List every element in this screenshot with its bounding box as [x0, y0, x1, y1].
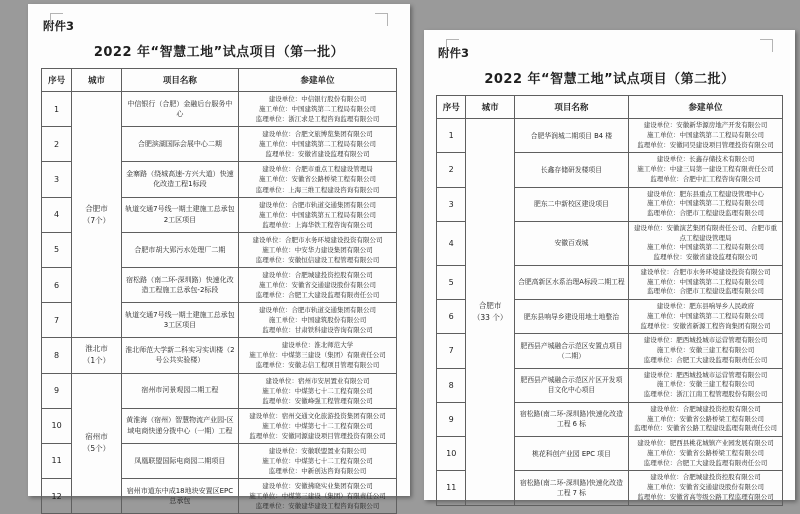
participating-unit-line: 建设单位：宿州市安居置业有限公司 — [265, 376, 370, 385]
participating-unit-line: 监理单位：安徽同源建设项目管理投资有限公司 — [249, 431, 386, 440]
column-header-units: 参建单位 — [239, 69, 397, 92]
project-name-cell: 合肥高新区水系治理A标段二期工程 — [514, 265, 628, 299]
row-number-cell: 8 — [437, 368, 466, 402]
participating-units-cell — [629, 368, 783, 402]
row-number-cell: 5 — [437, 265, 466, 299]
participating-unit-line: 施工单位：中煤第七十二工程有限公司 — [262, 456, 373, 465]
column-header-no: 序号 — [42, 69, 72, 92]
document-page-batch2 — [424, 30, 795, 500]
participating-unit-line: 建设单位：肥东县重点工程建设管理中心 — [647, 189, 764, 198]
participating-unit-line: 建设单位：安徽联盟置业有限公司 — [268, 446, 367, 455]
project-name-cell: 宿松路(南二环-深圳路)快速化改造工程 6 标 — [514, 402, 628, 436]
participating-unit-line: 施工单位：安徽省公路桥梁工程有限公司 — [259, 175, 376, 184]
participating-unit-line: 监理单位：安徽省高等级公路工程监理有限公司 — [637, 492, 774, 501]
column-header-city: 城市 — [466, 96, 514, 119]
participating-unit-line: 建设单位：肥东县响导乡人民政府 — [656, 302, 755, 310]
row-number-cell: 12 — [42, 479, 72, 514]
participating-unit-line: 施工单位：安徽三建工程有限公司 — [656, 346, 755, 354]
participating-unit-line: 监理单位：安徽省新源工程咨询集团有限公司 — [640, 321, 771, 330]
project-name-cell: 淮北师范大学新二科实习实训楼（2号公共实验楼） — [121, 338, 238, 373]
participating-units-cell — [239, 373, 397, 408]
participating-unit-line: 监理单位：甘肃铁科建设咨询有限公司 — [262, 326, 373, 335]
city-project-count: （5个） — [82, 444, 111, 454]
row-number-cell: 6 — [42, 267, 72, 302]
participating-unit-line: 施工单位：安徽省公路桥梁工程有限公司 — [647, 448, 764, 457]
participating-unit-line: 施工单位：中国建筑第二工程局有限公司 — [259, 105, 376, 114]
participating-unit-line: 建设单位：合肥市轨道交通集团有限公司 — [259, 200, 376, 209]
participating-units-cell — [629, 300, 783, 334]
column-header-city: 城市 — [72, 69, 122, 92]
participating-units-cell — [629, 153, 783, 187]
table-header — [42, 69, 397, 92]
participating-units-cell — [629, 334, 783, 368]
project-name-cell: 黄淮海（宿州）智慧物流产业园-区域电商快递分拨中心（一期）工程 — [121, 408, 238, 443]
city-cell — [466, 119, 514, 506]
participating-unit-line: 建设单位：中信银行股份有限公司 — [268, 95, 367, 103]
participating-units-cell — [239, 267, 397, 302]
participating-unit-line: 施工单位：中国建筑第二工程局有限公司 — [647, 199, 764, 208]
participating-unit-line: 监理单位：合肥工大建设监理有限责任公司 — [643, 355, 768, 364]
row-number-cell: 10 — [437, 437, 466, 471]
table-row — [42, 338, 397, 373]
column-header-project: 项目名称 — [514, 96, 628, 119]
page-title: 2022 年“智慧工地”试点项目（第一批） — [93, 45, 345, 60]
participating-unit-line: 监理单位：浙江求是工程咨询监理有限公司 — [255, 115, 380, 124]
participating-units-cell — [629, 187, 783, 221]
project-name-cell: 合肥华润城二期项目 B4 楼 — [514, 119, 628, 153]
table-row — [437, 119, 783, 153]
project-name-cell: 宿州市河景观园二期工程 — [121, 373, 238, 408]
participating-units-cell — [629, 265, 783, 299]
participating-unit-line: 监理单位：安徽峰强工程管理有限公司 — [262, 396, 373, 405]
participating-units-cell — [629, 221, 783, 265]
row-number-cell: 1 — [42, 92, 72, 127]
city-cell — [72, 338, 122, 373]
row-number-cell: 5 — [42, 232, 72, 267]
row-number-cell: 7 — [42, 303, 72, 338]
project-name-cell: 桃花科创产业园 EPC 项目 — [514, 437, 628, 471]
participating-units-cell — [239, 127, 397, 162]
row-number-cell: 9 — [42, 373, 72, 408]
row-number-cell: 2 — [42, 127, 72, 162]
participating-units-cell — [239, 408, 397, 443]
participating-unit-line: 建设单位：淮北师范大学 — [281, 341, 354, 350]
participating-units-cell — [239, 232, 397, 267]
participating-unit-line: 施工单位：中煤第七十二工程有限公司 — [262, 421, 373, 430]
participating-units-cell — [239, 197, 397, 232]
city-project-count: （7个） — [82, 215, 111, 225]
project-name-cell: 肥西县产城融合示范区安置点项目（二期） — [514, 334, 628, 368]
participating-unit-line: 建设单位：宿州交通文化旅游投资集团有限公司 — [249, 411, 386, 420]
participating-unit-line: 监理单位：安徽省公路工程建设监理有限责任公司 — [634, 424, 777, 433]
row-number-cell: 3 — [42, 162, 72, 197]
project-name-cell: 凤凰联盟国际电商园二期项目 — [121, 443, 238, 478]
participating-unit-line: 施工单位：中国建筑第二工程局有限公司 — [647, 277, 764, 286]
participating-unit-line: 施工单位：中煤第三建设（集团）有限责任公司 — [249, 492, 386, 501]
project-name-cell: 安徽百戏城 — [514, 221, 628, 265]
city-name: 合肥市 — [85, 203, 108, 213]
crop-mark-icon — [760, 39, 773, 52]
project-name-cell: 宿松路（南二环-深圳路）快速化改造工程施工总承包-2标段 — [121, 267, 238, 302]
participating-unit-line: 建设单位：肥西城投城市运营管理有限公司 — [643, 336, 768, 345]
row-number-cell: 10 — [42, 408, 72, 443]
column-header-project: 项目名称 — [121, 69, 238, 92]
participating-unit-line: 建设单位：合肥市水务环境建设投资有限公司 — [252, 235, 383, 244]
participating-unit-line: 建设单位：合肥市水务环境建设投资有限公司 — [640, 267, 771, 276]
document-page-batch1 — [28, 4, 410, 511]
table-row — [42, 92, 397, 127]
participating-unit-line: 建设单位：肥西城投城市运营管理有限公司 — [643, 370, 768, 379]
participating-unit-line: 监理单位：安徽恒信建设工程管理有限公司 — [255, 255, 380, 264]
city-cell — [72, 92, 122, 338]
crop-mark-icon — [375, 13, 388, 26]
participating-unit-line: 建设单位：合肥文旅博览集团有限公司 — [262, 130, 373, 139]
participating-unit-line: 监理单位：合肥市工程建设监理有限公司 — [647, 209, 764, 217]
project-name-cell: 长鑫存储研发楼项目 — [514, 153, 628, 187]
participating-unit-line: 施工单位：中煤第七十二工程有限公司 — [262, 386, 373, 395]
row-number-cell: 2 — [437, 153, 466, 187]
participating-unit-line: 监理单位：浙江江南工程管理股份有限公司 — [643, 390, 768, 398]
attachment-label: 附件3 — [43, 19, 75, 33]
project-name-cell: 合肥市胡大郢污水处理厂二期 — [121, 232, 238, 267]
project-name-cell: 肥西县产城融合示范区片区开发项目文化中心项目 — [514, 368, 628, 402]
participating-unit-line: 施工单位：中安华力建设集团有限公司 — [262, 245, 373, 254]
attachment-label: 附件3 — [438, 46, 470, 60]
column-header-no: 序号 — [437, 96, 466, 119]
participating-unit-line: 建设单位：长鑫存储技术有限公司 — [656, 155, 755, 164]
participating-unit-line: 施工单位：中建三局第一建设工程有限责任公司 — [637, 165, 774, 173]
participating-unit-line: 施工单位：中国建筑第五工程局有限公司 — [259, 210, 376, 219]
table-row — [42, 373, 397, 408]
city-name: 淮北市 — [85, 344, 108, 354]
table-header-row — [437, 96, 783, 119]
participating-unit-line: 监理单位：合肥工大建设监理有限责任公司 — [643, 458, 768, 467]
row-number-cell: 4 — [437, 221, 466, 265]
participating-unit-line: 监理单位：安徽省建设监理有限公司 — [265, 150, 370, 159]
project-name-cell: 中信银行（合肥）金融后台服务中心 — [121, 92, 238, 127]
projects-table-batch2 — [436, 95, 783, 506]
table-header — [437, 96, 783, 119]
city-project-count: （33 个） — [472, 312, 508, 322]
participating-unit-line: 监理单位：安徽志信工程项目管理有限公司 — [255, 361, 380, 370]
crop-mark-icon — [50, 13, 63, 26]
row-number-cell: 7 — [437, 334, 466, 368]
participating-unit-line: 监理单位：安徽同昊建设项目管理投资有限公司 — [637, 140, 774, 149]
project-name-cell: 肥东县响导乡建设用地土地整治 — [514, 300, 628, 334]
participating-unit-line: 施工单位：中国建筑第二工程局有限公司 — [647, 311, 764, 320]
participating-unit-line: 建设单位：安徽演艺集团有限责任公司、合肥市重点工程建设管理局 — [634, 223, 777, 242]
table-header-row — [42, 69, 397, 92]
row-number-cell: 6 — [437, 300, 466, 334]
participating-unit-line: 建设单位：合肥城建投资控股有限公司 — [262, 270, 373, 279]
projects-table-batch1 — [41, 68, 397, 514]
participating-unit-line: 监理单位：合肥市工程建设监理有限公司 — [647, 287, 764, 296]
participating-unit-line: 施工单位：安徽省公路桥梁工程有限公司 — [647, 414, 764, 423]
participating-units-cell — [239, 303, 397, 338]
participating-unit-line: 施工单位：中国建筑第二工程局有限公司 — [647, 130, 764, 139]
participating-units-cell — [239, 443, 397, 478]
participating-units-cell — [629, 119, 783, 153]
row-number-cell: 3 — [437, 187, 466, 221]
project-name-cell: 金寨路（绕城高速-方兴大道）快速化改造工程1标段 — [121, 162, 238, 197]
participating-unit-line: 建设单位：合肥市轨道交通集团有限公司 — [259, 306, 376, 315]
participating-unit-line: 施工单位：安徽省交通建设股份有限公司 — [259, 281, 376, 289]
participating-unit-line: 施工单位：中国建筑第二工程局有限公司 — [647, 243, 764, 252]
participating-unit-line: 监理单位：上海华铁工程咨询有限公司 — [262, 220, 373, 229]
row-number-cell: 9 — [437, 402, 466, 436]
participating-unit-line: 建设单位：合肥城建投资控股有限公司 — [650, 404, 761, 413]
project-name-cell: 宿州市道东中成18地块安置区EPC总承包 — [121, 479, 238, 514]
page-title: 2022 年“智慧工地”试点项目（第二批） — [484, 72, 735, 87]
city-project-count: （1个） — [82, 356, 111, 366]
participating-unit-line: 施工单位：中国建筑股份有限公司 — [268, 316, 367, 325]
city-name: 合肥市 — [478, 300, 502, 310]
city-name: 宿州市 — [85, 432, 108, 442]
participating-unit-line: 建设单位：安徽新华源房地产开发有限公司 — [643, 121, 768, 129]
project-name-cell: 肥东二中新校区建设项目 — [514, 187, 628, 221]
participating-unit-line: 建设单位：合肥市重点工程建设管理局 — [262, 165, 373, 174]
city-cell — [72, 373, 122, 514]
participating-units-cell — [629, 437, 783, 471]
row-number-cell: 11 — [42, 443, 72, 478]
participating-unit-line: 监理单位：合肥工大建设监理有限责任公司 — [255, 291, 380, 300]
project-name-cell: 轨道交通7号线一期土建施工总承包2工区项目 — [121, 197, 238, 232]
participating-unit-line: 建设单位：合肥城建投资控股有限公司 — [650, 473, 761, 482]
participating-unit-line: 施工单位：安徽省交通建设股份有限公司 — [647, 483, 764, 491]
participating-units-cell — [239, 479, 397, 514]
participating-unit-line: 监理单位：中新创达咨询有限公司 — [268, 467, 367, 475]
participating-units-cell — [239, 162, 397, 197]
participating-unit-line: 建设单位：安徽拂晓实业集团有限公司 — [262, 482, 373, 491]
participating-unit-line: 监理单位：安徽建华建设工程咨询有限公司 — [255, 502, 380, 511]
column-header-units: 参建单位 — [629, 96, 783, 119]
participating-unit-line: 监理单位：上海三维工程建设咨询有限公司 — [255, 185, 380, 194]
project-name-cell: 宿松路(南二环-深圳路)快速化改造工程 7 标 — [514, 471, 628, 505]
participating-unit-line: 建设单位：肥西县桃花城镇产业园发展有限公司 — [637, 439, 774, 447]
participating-unit-line: 施工单位：安徽三建工程有限公司 — [656, 380, 755, 389]
participating-unit-line: 监理单位：安徽省建设监理有限公司 — [653, 253, 758, 261]
project-name-cell: 合肥滨湖国际会展中心二期 — [121, 127, 238, 162]
table-body — [42, 92, 397, 514]
row-number-cell: 11 — [437, 471, 466, 505]
row-number-cell: 4 — [42, 197, 72, 232]
participating-units-cell — [629, 402, 783, 436]
participating-units-cell — [239, 338, 397, 373]
participating-units-cell — [239, 92, 397, 127]
participating-unit-line: 施工单位：中国建筑第二工程局有限公司 — [259, 140, 376, 149]
table-body — [437, 119, 783, 506]
participating-unit-line: 监理单位：合肥中汇工程咨询有限公司 — [650, 174, 761, 183]
row-number-cell: 8 — [42, 338, 72, 373]
crop-mark-icon — [446, 39, 459, 52]
project-name-cell: 轨道交通7号线一期土建施工总承包3工区项目 — [121, 303, 238, 338]
row-number-cell: 1 — [437, 119, 466, 153]
participating-unit-line: 施工单位：中煤第三建设（集团）有限责任公司 — [249, 351, 386, 360]
